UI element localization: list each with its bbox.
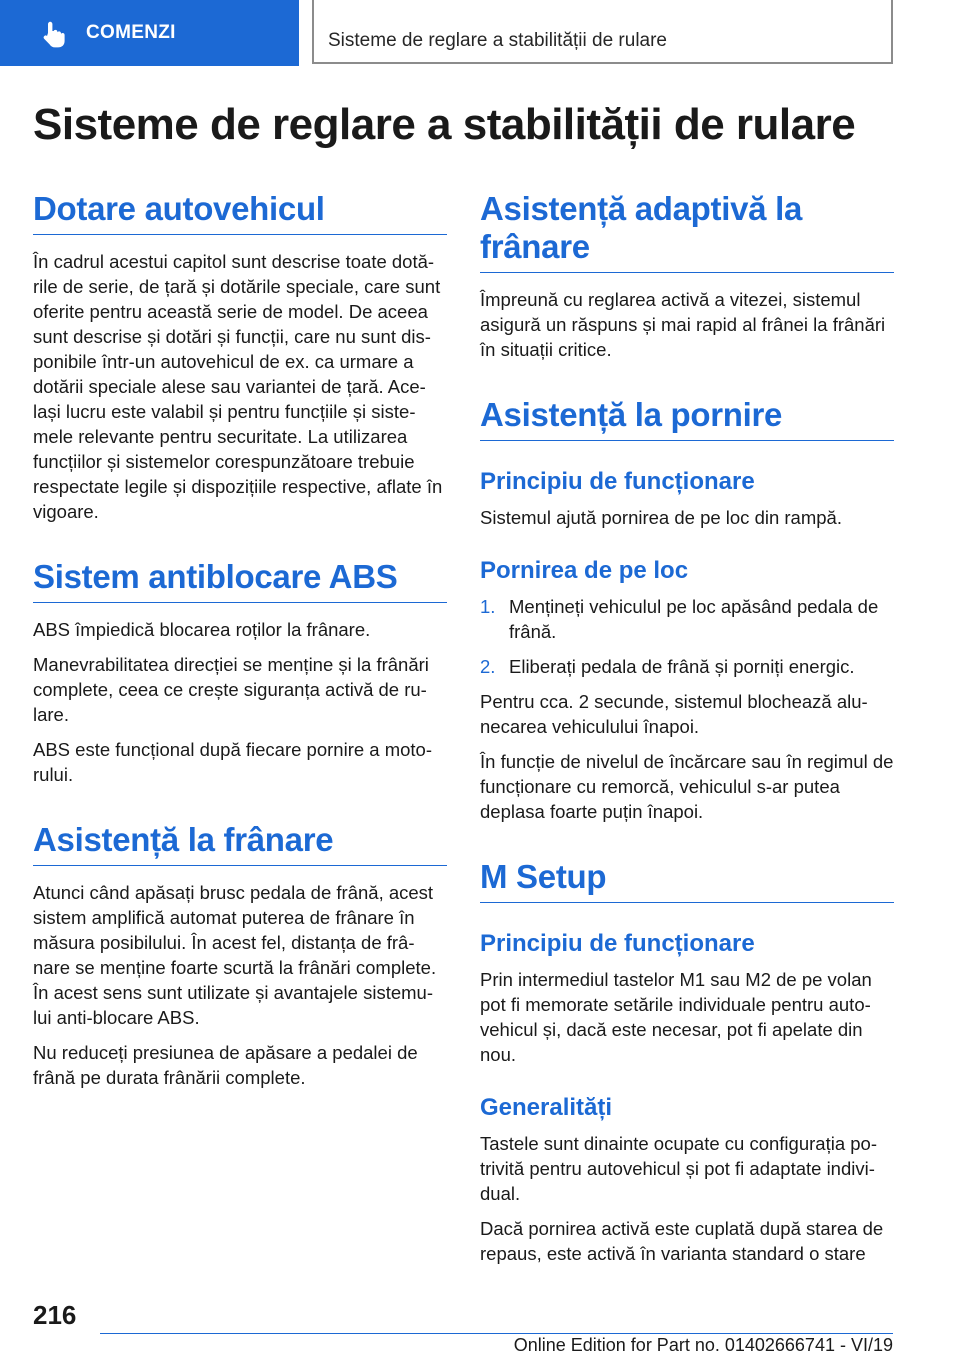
section-heading-abs: Sistem antiblocare ABS	[33, 558, 447, 603]
subheading-generalitati: Generalități	[480, 1094, 613, 1121]
right-column	[480, 190, 894, 1266]
paragraph: Împreună cu reglarea activă a vitezei, sistemul asigură un răspuns și mai rapid al frânei la frânări în situații critice.	[480, 289, 886, 360]
page-number: 216	[33, 1300, 77, 1330]
paragraph: Sistemul ajută pornirea de pe loc din rampă.	[480, 507, 842, 528]
breadcrumb-text: Sisteme de reglare a stabilității de rulare	[328, 30, 668, 51]
chapter-tab[interactable]	[0, 0, 299, 66]
subheading-principiu: Principiu de funcționare	[480, 468, 755, 495]
section-heading-asistenta-adaptiva: Asistență adaptivă la frânare	[480, 190, 894, 273]
left-column	[33, 190, 447, 1090]
touch-hand-icon	[40, 20, 66, 48]
section-heading-asistenta-franare: Asistență la frânare	[33, 821, 447, 866]
list-item	[480, 654, 894, 679]
list-item	[480, 594, 894, 644]
paragraph: Pentru cca. 2 secunde, sistemul blochează alu- necarea vehiculului înapoi.	[480, 691, 868, 737]
section-heading-dotare: Dotare autovehicul	[33, 190, 447, 235]
page-title: Sisteme de reglare a stabilității de rulare	[33, 100, 856, 149]
paragraph: Tastele sunt dinainte ocupate cu configurația po- trivită pentru autovehicul și pot fi adaptate indivi- dual.	[480, 1133, 877, 1204]
steps-list	[480, 594, 894, 679]
section-heading-asistenta-pornire: Asistență la pornire	[480, 396, 894, 441]
paragraph: În funcție de nivelul de încărcare sau în regimul de funcționare cu remorcă, vehiculul s-ar putea deplasa foarte puțin înapoi.	[480, 751, 894, 822]
paragraph: Dacă pornirea activă este cuplată după starea de repaus, este activă în varianta standard o stare	[480, 1218, 884, 1264]
paragraph: Nu reduceți presiunea de apăsare a pedalei de frână pe durata frânării complete.	[33, 1042, 418, 1088]
subheading-principiu: Principiu de funcționare	[480, 930, 755, 957]
breadcrumb	[312, 0, 893, 64]
paragraph: Atunci când apăsați brusc pedala de frână, acest sistem amplifică automat puterea de frânare în măsura posibilului. În acest fel, distanța de frâ- nare se menține foarte scurtă la frânări complete. În acest sens sunt utilizate și avantajele sistemu- lui anti-blocare ABS.	[33, 882, 437, 1028]
section-heading-m-setup: M Setup	[480, 858, 894, 903]
paragraph: ABS împiedică blocarea roților la frânare.	[33, 619, 371, 640]
paragraph: Manevrabilitatea direcției se menține și la frânări complete, ceea ce crește siguranța activă de ru- lare.	[33, 654, 429, 725]
paragraph: Prin intermediul tastelor M1 sau M2 de pe volan pot fi memorate setările individuale pentru auto- vehicul și, dacă este necesar, pot fi apelate din nou.	[480, 969, 872, 1065]
footer-divider	[100, 1333, 893, 1334]
step-text: Mențineți vehiculul pe loc apăsând pedala de frână.	[509, 596, 879, 642]
paragraph: ABS este funcțional după fiecare pornire a moto- rului.	[33, 739, 433, 785]
chapter-tab-label: COMENZI	[86, 22, 176, 43]
footer-edition: Online Edition for Part no. 01402666741 - VI/19	[513, 1335, 893, 1355]
step-number: 2.	[480, 656, 496, 677]
step-number: 1.	[480, 596, 496, 617]
paragraph: În cadrul acestui capitol sunt descrise toate dotă- rile de serie, de țară și dotările speciale, care sunt oferite pentru această serie de model. De aceea sunt descrise și dotări și funcții, care nu sunt dis- ponibile într-un autovehicul de ex. ca urmare a dotării speciale alese sau variantei de țară. Ace- lași lucru este valabil și pentru funcțiile și siste- mele relevante pentru securitate. La utilizarea funcțiilor și sistemelor corespunzătoare trebuie respectate legile și dispozițiile respective, aflate în vigoare.	[33, 251, 443, 522]
step-text: Eliberați pedala de frână și porniți energic.	[509, 656, 855, 677]
subheading-pornirea: Pornirea de pe loc	[480, 557, 689, 584]
